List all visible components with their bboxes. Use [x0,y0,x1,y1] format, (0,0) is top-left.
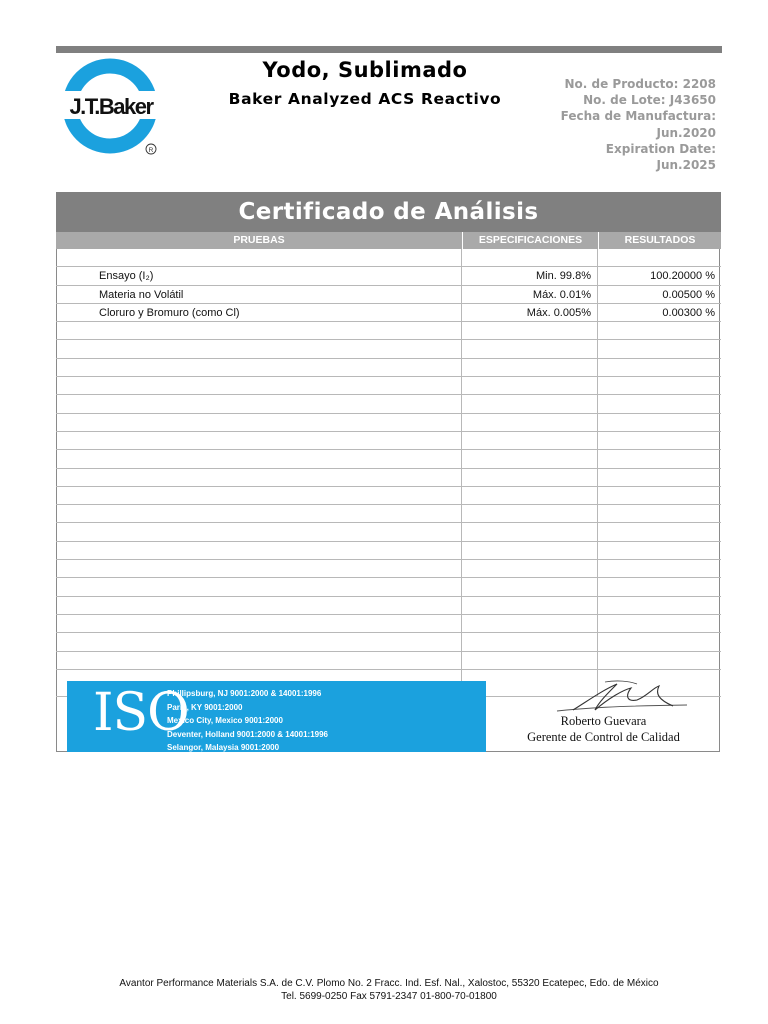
test-name [56,469,462,486]
result-value [598,340,721,357]
specification: Min. 99.8% [462,267,598,284]
test-name [56,249,462,266]
svg-text:R: R [148,147,154,154]
iso-site: Selangor, Malaysia 9001:2000 [167,743,280,753]
iso-site: Mexico City, Mexico 9001:2000 [167,716,283,726]
result-value [598,322,721,339]
result-value [598,249,721,266]
result-value [598,377,721,394]
product-number: No. de Producto: 2208 [564,77,716,91]
test-name [56,560,462,577]
result-value: 100.20000 % [650,270,715,283]
test-name [56,322,462,339]
table-row [56,377,721,395]
table-row [56,542,721,560]
test-name [56,340,462,357]
test-name [56,523,462,540]
result-value [598,560,721,577]
specification [462,359,598,376]
column-header-resultados: RESULTADOS [599,232,721,249]
test-name [56,395,462,412]
table-row [56,359,721,377]
result-value [598,469,721,486]
iso-mark: ISO [93,683,189,743]
test-name [56,359,462,376]
test-name [56,633,462,650]
test-name: Cloruro y Bromuro (como Cl) [56,304,462,321]
test-name [56,432,462,449]
specification [462,542,598,559]
test-name [56,652,462,669]
jt-baker-logo [62,56,162,156]
table-row [56,560,721,578]
table-row [56,469,721,487]
result-value [598,395,721,412]
specification [462,523,598,540]
specification [462,597,598,614]
result-value [598,597,721,614]
product-grade: Baker Analyzed ACS Reactivo [228,90,502,108]
table-row [56,267,721,285]
result-value [598,652,721,669]
iso-site: Phillipsburg, NJ 9001:2000 & 14001:1996 [167,689,322,698]
certificate-title: Certificado de Análisis [56,192,721,232]
result-value [598,414,721,431]
top-rule [56,46,722,53]
test-name [56,450,462,467]
table-row [56,615,721,633]
specification [462,487,598,504]
specification [462,249,598,266]
iso-certification-box [67,681,486,752]
result-value [598,432,721,449]
table-row [56,505,721,523]
table-row [56,395,721,413]
lot-number: No. de Lote: J43650 [583,93,716,108]
specification [462,505,598,522]
specification [462,395,598,412]
iso-site-list [167,687,328,755]
specification [462,450,598,467]
test-name: Ensayo (I₂) [56,267,462,284]
table-row [56,340,721,358]
table-row [56,578,721,596]
result-value [598,523,721,540]
specification [462,322,598,339]
test-name [56,578,462,595]
test-name [56,377,462,394]
test-name [56,615,462,632]
column-header-pruebas: PRUEBAS [56,232,462,249]
test-name [56,487,462,504]
table-row [56,249,721,267]
table-row [56,322,721,340]
table-row [56,633,721,651]
specification [462,377,598,394]
specification: Máx. 0.005% [462,304,598,321]
results-table [56,249,721,697]
table-row [56,487,721,505]
specification [462,340,598,357]
table-row [56,523,721,541]
test-name: Materia no Volátil [56,286,462,303]
table-row [56,414,721,432]
page-footer [0,978,768,1003]
table-row [56,652,721,670]
result-value [598,505,721,522]
footer-contact: Tel. 5699-0250 Fax 5791-2347 01-800-70-01800 [281,990,497,1002]
product-name: Yodo, Sublimado [262,58,468,82]
mfg-date-label: Fecha de Manufactura: [560,109,716,124]
result-value [598,450,721,467]
specification [462,633,598,650]
result-value: 0.00300 % [662,306,715,319]
result-value: 0.00500 % [662,288,715,301]
specification [462,615,598,632]
table-row [56,304,721,322]
test-name [56,505,462,522]
specification [462,560,598,577]
iso-site: Paris, KY 9001:2000 [167,702,243,712]
result-value [598,359,721,376]
column-header-especificaciones: ESPECIFICACIONES [463,232,598,249]
brand-name: J.T.Baker [69,94,153,119]
signature-block [486,713,721,745]
signer-name: Roberto Guevara [560,714,647,728]
result-value [598,578,721,595]
table-row [56,432,721,450]
signature-scribble [555,678,695,718]
table-row [56,597,721,615]
specification [462,432,598,449]
product-info [561,76,716,173]
mfg-date: Jun.2020 [656,125,716,140]
test-name [56,414,462,431]
specification [462,652,598,669]
signer-title: Gerente de Control de Calidad [527,730,680,744]
specification [462,578,598,595]
specification [462,469,598,486]
specification [462,414,598,431]
test-name [56,597,462,614]
table-row [56,286,721,304]
exp-date: Jun.2025 [656,158,716,173]
result-value [598,615,721,632]
result-value [598,633,721,650]
test-name [56,542,462,559]
result-value [598,487,721,504]
footer-address: Avantor Performance Materials S.A. de C.V. Plomo No. 2 Fracc. Ind. Esf. Nal., Xalostoc, 55320 Ecatepec, Edo. de México [119,978,659,989]
result-value [598,542,721,559]
specification: Máx. 0.01% [462,286,598,303]
iso-site: Deventer, Holland 9001:2000 & 14001:1996 [167,729,328,739]
exp-date-label: Expiration Date: [605,141,716,156]
table-row [56,450,721,468]
